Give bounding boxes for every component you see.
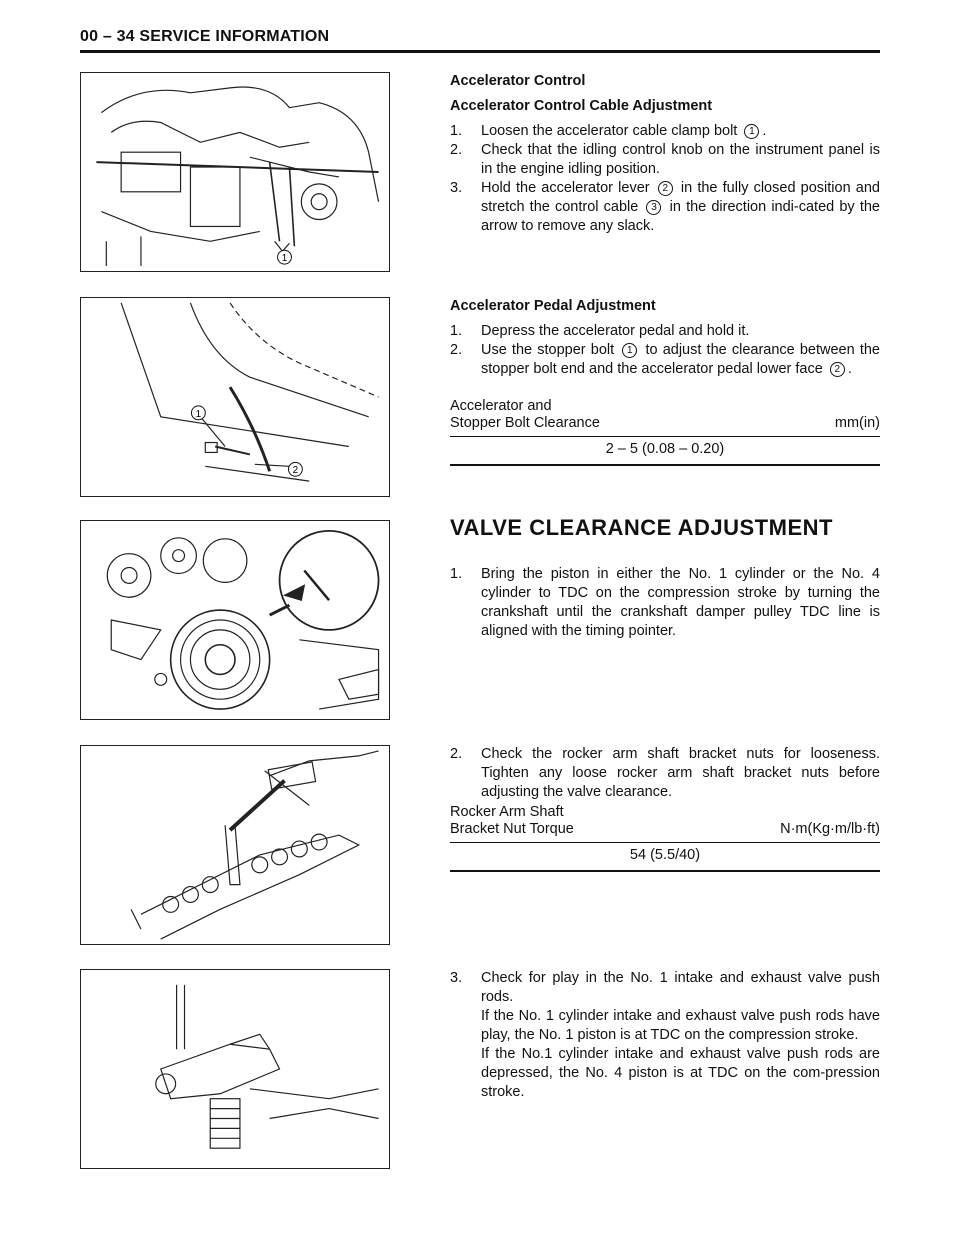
callout-circle: 1 xyxy=(622,343,637,358)
spec-unit: mm(in) xyxy=(834,415,880,431)
step-paragraph: Check for play in the No. 1 intake and exhaust valve push rods. xyxy=(481,970,880,1005)
spec-label: Stopper Bolt Clearance xyxy=(450,415,600,431)
rocker-arm-illustration xyxy=(81,746,389,944)
spec-label: Rocker Arm Shaft xyxy=(450,804,564,820)
spec-label: Accelerator and xyxy=(450,398,552,414)
spec-unit: N·m(Kg·m/lb·ft) xyxy=(780,821,880,837)
step-item: 3. Check for play in the No. 1 intake and exhaust valve push rods. If the No. 1 cylinder intake and exhaust valve push rods have play, the No. 1 piston is at TDC on the compression stroke. If the No.1 cylinder intake and exhaust valve push rods are depressed, the No. 4 piston is at TDC on the com-pression stroke. xyxy=(450,970,880,1100)
figure-accelerator-cable xyxy=(80,72,390,272)
spec-value: 2 – 5 (0.08 – 0.20) xyxy=(605,441,725,457)
step-item: 2. Use the stopper bolt 1 to adjust the clearance between the stopper bolt end and the accelerator pedal lower face 2 . xyxy=(450,342,880,377)
spec-table-torque xyxy=(450,804,880,872)
spec-table-clearance xyxy=(450,398,880,466)
section-title: Accelerator Control xyxy=(450,73,586,89)
section-push-rods xyxy=(450,969,880,1102)
section-heading: VALVE CLEARANCE ADJUSTMENT xyxy=(450,515,833,540)
push-rod-illustration xyxy=(81,970,389,1168)
figure-crankshaft-pulley xyxy=(80,520,390,720)
engine-cable-illustration xyxy=(81,73,389,271)
callout-circle: 1 xyxy=(744,124,759,139)
spec-label: Bracket Nut Torque xyxy=(450,821,574,837)
figure-rocker-arm-torque xyxy=(80,745,390,945)
figure2-callout-2: 2 xyxy=(292,465,299,477)
section-pedal-adjustment xyxy=(450,297,880,379)
section-accelerator-control xyxy=(450,72,880,236)
section-valve-clearance xyxy=(450,515,880,641)
step-paragraph: If the No. 1 cylinder intake and exhaust valve push rods have play, the No. 1 piston is at TDC on the compression stroke. xyxy=(481,1008,880,1043)
figure2-callout-1: 1 xyxy=(195,408,202,420)
spec-value: 54 (5.5/40) xyxy=(629,847,701,863)
callout-circle: 3 xyxy=(646,200,661,215)
header-rule xyxy=(80,50,880,53)
step-item: 1. Depress the accelerator pedal and hold it. xyxy=(450,323,750,339)
figure1-callout: 1 xyxy=(281,253,288,265)
pedal-illustration xyxy=(81,298,389,496)
section-subtitle: Accelerator Control Cable Adjustment xyxy=(450,98,713,114)
step-paragraph: If the No.1 cylinder intake and exhaust valve push rods are depressed, the No. 4 piston is at TDC on the com-pression stroke. xyxy=(481,1046,880,1100)
callout-circle: 2 xyxy=(658,181,673,196)
step-item: 3. Hold the accelerator lever 2 in the fully closed position and stretch the control cable 3 in the direction indi-cated by the arrow to remove any slack. xyxy=(450,180,880,234)
figure-push-rods xyxy=(80,969,390,1169)
page-header-title: 00 – 34 SERVICE INFORMATION xyxy=(80,28,330,45)
step-item: 2. Check that the idling control knob on the instrument panel is in the engine idling position. xyxy=(450,142,880,177)
step-item: 2. Check the rocker arm shaft bracket nuts for looseness. Tighten any loose rocker arm shaft bracket nuts before adjusting the valve clearance. xyxy=(450,746,880,800)
callout-circle: 2 xyxy=(830,362,845,377)
section-rocker-nuts xyxy=(450,745,880,802)
pulley-illustration xyxy=(81,521,389,719)
figure-accelerator-pedal xyxy=(80,297,390,497)
step-item: 1. Bring the piston in either the No. 1 cylinder or the No. 4 cylinder to TDC on the compression stroke by turning the crankshaft until the crankshaft damper pulley TDC line is aligned with the timing pointer. xyxy=(450,566,880,639)
step-item: 1. Loosen the accelerator cable clamp bolt 1 . xyxy=(450,123,767,139)
section-title: Accelerator Pedal Adjustment xyxy=(450,298,656,314)
